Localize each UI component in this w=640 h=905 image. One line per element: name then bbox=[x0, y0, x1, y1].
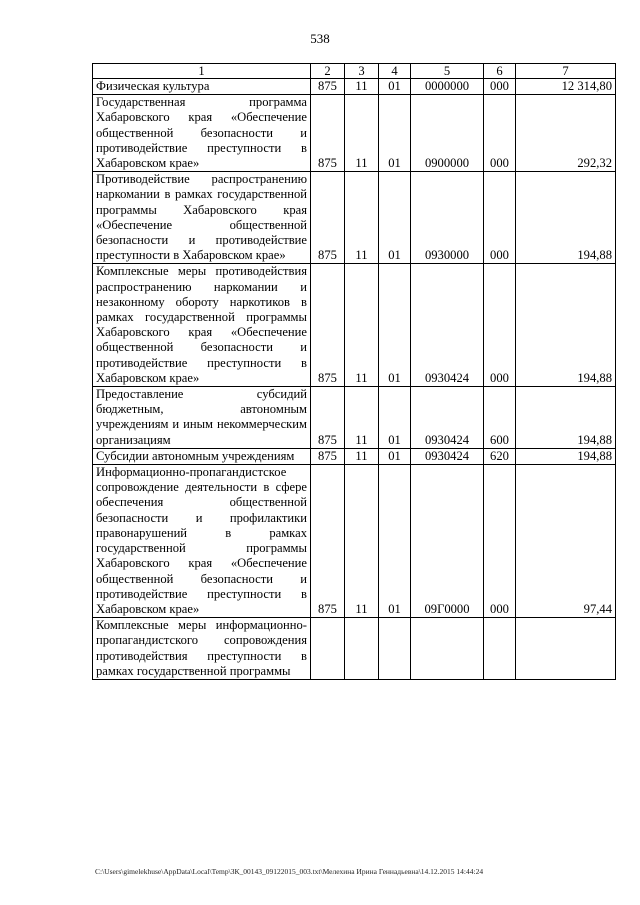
table-header-row bbox=[93, 64, 616, 79]
row-name-cell: Комплексные меры информационно-пропагандистского сопровождения противодействия преступности в рамках государственной программы bbox=[93, 618, 311, 680]
table-row bbox=[93, 465, 616, 618]
row-name-cell: Физическая культура bbox=[93, 79, 311, 95]
amount-cell: 12 314,80 bbox=[516, 79, 616, 95]
table-row bbox=[93, 264, 616, 387]
admin-code-cell: 875 bbox=[311, 172, 345, 264]
table-row bbox=[93, 79, 616, 95]
section-cell: 11 bbox=[345, 172, 379, 264]
expense-type-cell: 000 bbox=[484, 465, 516, 618]
admin-code-cell: 875 bbox=[311, 95, 345, 172]
amount-cell: 97,44 bbox=[516, 465, 616, 618]
file-path-footer: C:\Users\gimelekhuse\AppData\Local\Temp\ЗК_00143_09122015_003.txt\Мелехина Ирина Геннадьевна\14.12.2015 14:44:24 bbox=[95, 867, 484, 876]
target-article-cell: 0930424 bbox=[411, 264, 484, 387]
column-header: 4 bbox=[379, 64, 411, 79]
target-article-cell: 0000000 bbox=[411, 79, 484, 95]
column-header: 3 bbox=[345, 64, 379, 79]
row-name-cell: Государственная программа Хабаровского края «Обеспечение общественной безопасности и противодействие преступности в Хабаровском крае» bbox=[93, 95, 311, 172]
column-header: 5 bbox=[411, 64, 484, 79]
column-header: 6 bbox=[484, 64, 516, 79]
column-header: 2 bbox=[311, 64, 345, 79]
subsection-cell: 01 bbox=[379, 95, 411, 172]
row-name-cell: Предоставление субсидий бюджетным, автономным учреждениям и иным некоммерческим организациям bbox=[93, 387, 311, 449]
target-article-cell: 0930000 bbox=[411, 172, 484, 264]
page-number: 538 bbox=[310, 31, 330, 46]
subsection-cell: 01 bbox=[379, 79, 411, 95]
target-article-cell: 0930424 bbox=[411, 448, 484, 464]
admin-code-cell: 875 bbox=[311, 387, 345, 449]
target-article-cell: 0930424 bbox=[411, 387, 484, 449]
row-name-cell: Информационно-пропагандистское сопровождение деятельности в сфере обеспечения общественной безопасности и профилактики правонарушений в рамках государственной программы Хабаровского края «Обеспечение общественной безопасности и противодействие преступности в Хабаровском крае» bbox=[93, 465, 311, 618]
section-cell: 11 bbox=[345, 79, 379, 95]
subsection-cell: 01 bbox=[379, 172, 411, 264]
target-article-cell: 0900000 bbox=[411, 95, 484, 172]
amount-cell: 194,88 bbox=[516, 172, 616, 264]
subsection-cell: 01 bbox=[379, 387, 411, 449]
table-row bbox=[93, 95, 616, 172]
admin-code-cell bbox=[311, 618, 345, 680]
table-row bbox=[93, 448, 616, 464]
target-article-cell: 09Г0000 bbox=[411, 465, 484, 618]
expense-type-cell: 000 bbox=[484, 79, 516, 95]
subsection-cell bbox=[379, 618, 411, 680]
subsection-cell: 01 bbox=[379, 465, 411, 618]
section-cell bbox=[345, 618, 379, 680]
amount-cell: 194,88 bbox=[516, 387, 616, 449]
amount-cell: 194,88 bbox=[516, 448, 616, 464]
column-header: 1 bbox=[93, 64, 311, 79]
target-article-cell bbox=[411, 618, 484, 680]
amount-cell: 194,88 bbox=[516, 264, 616, 387]
admin-code-cell: 875 bbox=[311, 465, 345, 618]
subsection-cell: 01 bbox=[379, 448, 411, 464]
row-name-cell: Противодействие распространению наркомании в рамках государственной программы Хабаровского края «Обеспечение общественной безопасности и противодействие преступности в Хабаровском крае» bbox=[93, 172, 311, 264]
table-row bbox=[93, 172, 616, 264]
row-name-cell: Комплексные меры противодействия распространению наркомании и незаконному обороту наркотиков в рамках государственной программы Хабаровского края «Обеспечение общественной безопасности и противодействие преступности в Хабаровском крае» bbox=[93, 264, 311, 387]
expense-type-cell: 000 bbox=[484, 172, 516, 264]
budget-table bbox=[92, 63, 616, 680]
admin-code-cell: 875 bbox=[311, 448, 345, 464]
section-cell: 11 bbox=[345, 264, 379, 387]
expense-type-cell: 620 bbox=[484, 448, 516, 464]
expense-type-cell: 000 bbox=[484, 95, 516, 172]
section-cell: 11 bbox=[345, 95, 379, 172]
section-cell: 11 bbox=[345, 448, 379, 464]
subsection-cell: 01 bbox=[379, 264, 411, 387]
expense-type-cell bbox=[484, 618, 516, 680]
expense-type-cell: 600 bbox=[484, 387, 516, 449]
table-row bbox=[93, 618, 616, 680]
table-row bbox=[93, 387, 616, 449]
section-cell: 11 bbox=[345, 387, 379, 449]
section-cell: 11 bbox=[345, 465, 379, 618]
amount-cell bbox=[516, 618, 616, 680]
column-header: 7 bbox=[516, 64, 616, 79]
row-name-cell: Субсидии автономным учреждениям bbox=[93, 448, 311, 464]
expense-type-cell: 000 bbox=[484, 264, 516, 387]
admin-code-cell: 875 bbox=[311, 264, 345, 387]
amount-cell: 292,32 bbox=[516, 95, 616, 172]
admin-code-cell: 875 bbox=[311, 79, 345, 95]
